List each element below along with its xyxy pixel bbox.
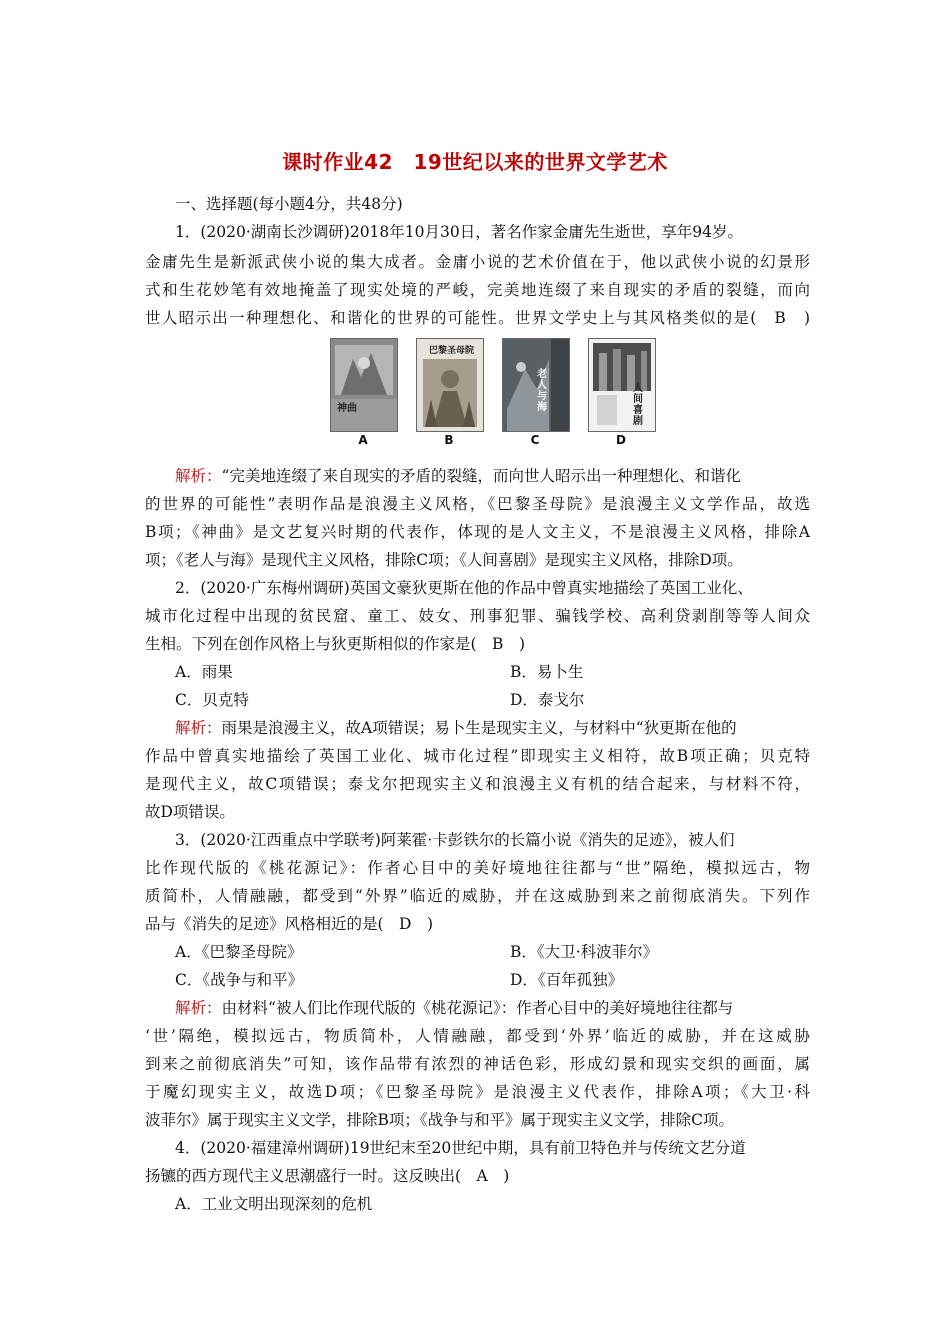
book-cover-c-title: 老人与海: [537, 369, 547, 413]
q3-analysis-line: 波菲尔》属于现实主义文学，排除B项；《战争与和平》属于现实主义文学，排除C项。: [145, 1111, 735, 1129]
q3-option-c: C．《战争与和平》: [175, 971, 304, 989]
q3-analysis-line: 于魔幻现实主义，故选D项；《巴黎圣母院》是浪漫主义代表作，排除A项；《大卫·科: [145, 1083, 810, 1101]
q2-line: 生相。下列在创作风格上与狄更斯相似的作家是( B ): [145, 635, 525, 653]
analysis-text: 由材料“被人们比作现代版的《桃花源记》：作者心目中的美好境地往往都与: [221, 999, 734, 1017]
q2-analysis-line: 作品中曾真实地描绘了英国工业化、城市化过程”即现实主义相符，故B项正确；贝克特: [145, 747, 810, 765]
book-cover-figures: [330, 338, 650, 458]
q3-analysis-line: [175, 998, 840, 1018]
q1-line: 金庸先生是新派武侠小说的集大成者。金庸小说的艺术价值在于，他以武侠小说的幻景形: [145, 253, 810, 271]
book-cover-b: [416, 338, 484, 432]
analysis-label: 解析：: [175, 467, 222, 485]
book-cover-c: [502, 338, 570, 432]
q4-option-a: A．工业文明出现深刻的危机: [175, 1195, 373, 1213]
page-title: 课时作业42 19世纪以来的世界文学艺术: [282, 150, 668, 174]
book-cover-d: [588, 338, 656, 432]
q2-line: 城市化过程中出现的贫民窟、童工、妓女、刑事犯罪、骗钱学校、高利贷剥削等等人间众: [145, 607, 810, 625]
q2-option-a: A．雨果: [175, 663, 233, 681]
q2-option-c: C．贝克特: [175, 691, 249, 709]
q3-line: 品与《消失的足迹》风格相近的是( D ): [145, 915, 434, 933]
q2-option-d: D．泰戈尔: [510, 691, 585, 709]
analysis-text: 雨果是浪漫主义，故A项错误；易卜生是现实主义，与材料中“狄更斯在他的: [221, 719, 737, 737]
book-cover-a-title: 神曲: [337, 403, 357, 414]
q1-analysis-line: 项；《老人与海》是现代主义风格，排除C项；《人间喜剧》是现实主义风格，排除D项。: [145, 551, 743, 569]
q3-line: 比作现代版的《桃花源记》：作者心目中的美好境地往往都与“世”隔绝，模拟远古，物: [145, 859, 810, 877]
q4-line: 扬镳的西方现代主义思潮盛行一时。这反映出( A ): [145, 1167, 510, 1185]
q2-analysis-line: 是现代主义，故C项错误；泰戈尔把现实主义和浪漫主义有机的结合起来，与材料不符，: [145, 775, 810, 793]
q4-line: 4．(2020·福建漳州调研)19世纪末至20世纪中期，具有前卫特色并与传统文艺分道: [175, 1139, 746, 1157]
q3-analysis-line: ‘世’隔绝，模拟远古，物质简朴，人情融融，都受到‘外界’临近的威胁，并在这威胁: [145, 1027, 810, 1045]
q1-analysis-line: B项；《神曲》是文艺复兴时期的代表作，体现的是人文主义，不是浪漫主义风格，排除A: [145, 523, 810, 541]
q3-line: 质简朴，人情融融，都受到“外界”临近的威胁，并在这威胁到来之前彻底消失。下列作: [145, 887, 810, 905]
q1-analysis-line: 的世界的可能性”表明作品是浪漫主义风格，《巴黎圣母院》是浪漫主义文学作品，故选: [145, 495, 810, 513]
book-cover-b-title: 巴黎圣母院: [429, 346, 475, 356]
analysis-label: 解析：: [175, 999, 222, 1017]
q2-line: 2．(2020·广东梅州调研)英国文豪狄更斯在他的作品中曾真实地描绘了英国工业化、: [175, 579, 753, 597]
book-cover-d-title: 人间喜剧: [633, 383, 643, 427]
q3-option-d: D．《百年孤独》: [510, 971, 624, 989]
section-heading: 一、选择题(每小题4分，共48分): [175, 195, 403, 213]
analysis-label: 解析：: [175, 719, 222, 737]
q1-line: 1．(2020·湖南长沙调研)2018年10月30日，著名作家金庸先生逝世，享年94岁。: [175, 223, 743, 241]
figure-label-b: B: [444, 433, 454, 447]
q3-option-a: A．《巴黎圣母院》: [175, 943, 303, 961]
figure-label-a: A: [358, 433, 368, 447]
q3-analysis-line: 到来之前彻底消失”可知，该作品带有浓烈的神话色彩，形成幻景和现实交织的画面，属: [145, 1055, 810, 1073]
figure-label-d: D: [616, 433, 626, 447]
q1-line: 世人昭示出一种理想化、和谐化的世界的可能性。世界文学史上与其风格类似的是( B ): [145, 309, 810, 327]
figure-label-c: C: [530, 433, 540, 447]
q2-analysis-line: 故D项错误。: [145, 803, 235, 821]
book-cover-a: [330, 338, 398, 432]
q1-analysis-line: [175, 466, 840, 486]
q2-option-b: B．易卜生: [510, 663, 584, 681]
q3-line: 3．(2020·江西重点中学联考)阿莱霍·卡彭铁尔的长篇小说《消失的足迹》，被人们: [175, 831, 735, 849]
q3-option-b: B．《大卫·科波菲尔》: [510, 943, 659, 961]
q1-line: 式和生花妙笔有效地掩盖了现实处境的严峻，完美地连缀了来自现实的矛盾的裂缝，而向: [145, 281, 810, 299]
analysis-text: “完美地连缀了来自现实的矛盾的裂缝，而向世人昭示出一种理想化、和谐化: [221, 467, 741, 485]
q2-analysis-line: [175, 718, 840, 738]
